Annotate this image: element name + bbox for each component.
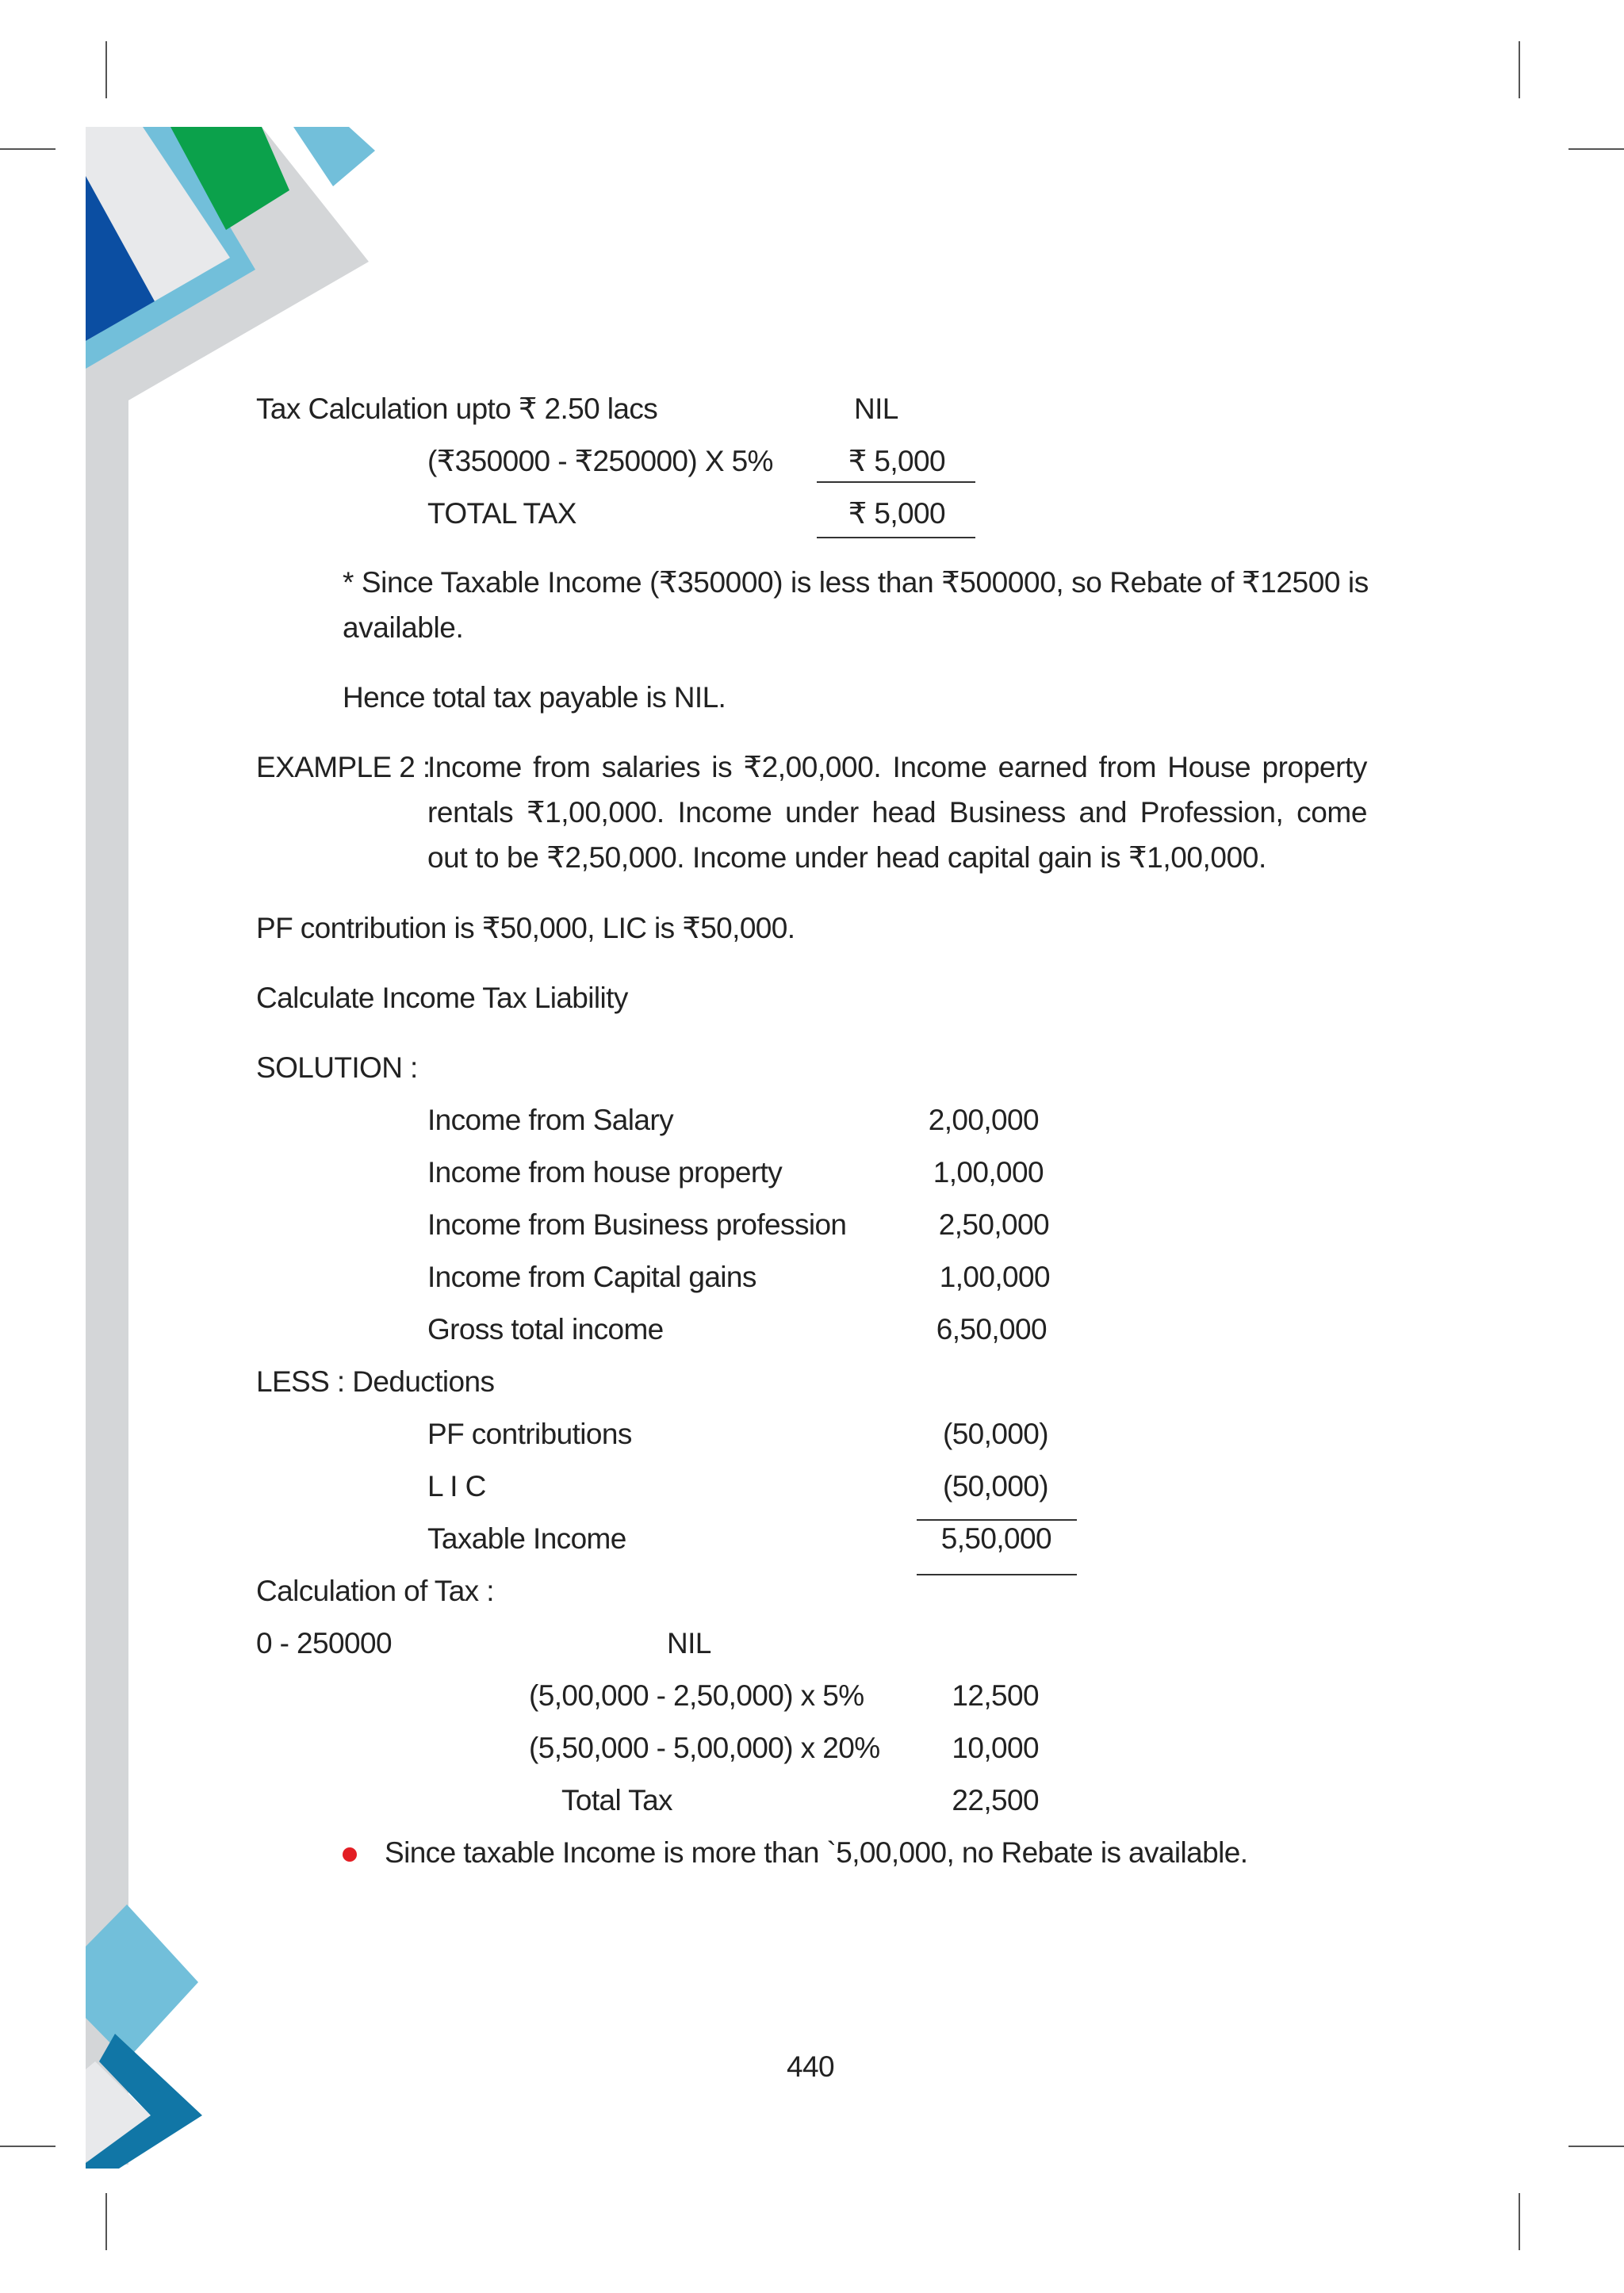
taxable-income-label: Taxable Income <box>427 1522 626 1555</box>
income-row-label: Income from house property <box>427 1156 783 1189</box>
income-row-value: 1,00,000 <box>939 1261 1050 1293</box>
tax-upto-label: Tax Calculation upto ₹ 2.50 lacs <box>256 392 658 425</box>
income-row-value: 1,00,000 <box>933 1156 1044 1189</box>
slab-value: ₹ 5,000 <box>848 445 945 477</box>
deduction-row-value: (50,000) <box>942 1418 1048 1450</box>
slab-row-value: 12,500 <box>952 1679 1039 1712</box>
deduction-row-label: L I C <box>427 1470 486 1503</box>
example-text <box>427 745 1367 880</box>
deduction-row-label: PF contributions <box>427 1418 632 1450</box>
top-light-blue-tip <box>293 127 375 186</box>
total-rule <box>817 537 975 538</box>
total-tax-label: TOTAL TAX <box>427 497 576 530</box>
tax-upto-value: NIL <box>854 392 898 425</box>
pf-text: PF contribution is ₹50,000, LIC is ₹50,000. <box>256 912 795 944</box>
income-row-value: 2,00,000 <box>928 1104 1039 1136</box>
total-tax-value: ₹ 5,000 <box>848 497 945 530</box>
subtotal-rule <box>817 481 975 483</box>
slab-label: (₹350000 - ₹250000) X 5% <box>427 445 773 477</box>
total-tax-row-value: 22,500 <box>952 1784 1039 1816</box>
income-row-value: 2,50,000 <box>938 1208 1049 1241</box>
example-line-1: Income from salaries is ₹2,00,000. Income earned from House property <box>427 751 1367 783</box>
bullet-note: Since taxable Income is more than `5,00,000, no Rebate is available. <box>385 1836 1248 1869</box>
left-grey-strip <box>86 127 128 2165</box>
income-row-label: Income from Business profession <box>427 1208 847 1241</box>
example-label: EXAMPLE 2 : <box>256 751 431 783</box>
less-deductions-label: LESS : Deductions <box>256 1365 495 1398</box>
bullet-dot <box>343 1847 357 1862</box>
slab-row-value: 10,000 <box>952 1732 1039 1764</box>
solution-label: SOLUTION : <box>256 1051 418 1084</box>
taxable-income-top-rule <box>917 1519 1077 1521</box>
example-line-2: rentals ₹1,00,000. Income under head Business and Profession, come <box>427 796 1367 829</box>
slab-zero-value: NIL <box>667 1627 711 1659</box>
slab-zero-range: 0 - 250000 <box>256 1627 392 1659</box>
example-line-3: out to be ₹2,50,000. Income under head capital gain is ₹1,00,000. <box>427 841 1266 874</box>
taxable-income-bottom-rule <box>917 1574 1077 1575</box>
income-row-label: Income from Salary <box>427 1104 673 1136</box>
slab-row-label: (5,00,000 - 2,50,000) x 5% <box>529 1679 864 1712</box>
calculate-text: Calculate Income Tax Liability <box>256 982 628 1014</box>
taxable-income-value: 5,50,000 <box>940 1522 1051 1555</box>
page-number: 440 <box>787 2050 834 2083</box>
gross-total-label: Gross total income <box>427 1313 664 1346</box>
slab-row-label: (5,50,000 - 5,00,000) x 20% <box>529 1732 880 1764</box>
rebate-note-line-1: * Since Taxable Income (₹350000) is less than ₹500000, so Rebate of ₹12500 is <box>343 566 1369 599</box>
income-row-label: Income from Capital gains <box>427 1261 756 1293</box>
hence-text: Hence total tax payable is NIL. <box>343 681 726 714</box>
gross-total-value: 6,50,000 <box>936 1313 1047 1346</box>
rebate-note-line-2: available. <box>343 611 464 644</box>
deduction-row-value: (50,000) <box>942 1470 1048 1503</box>
calculation-of-tax-label: Calculation of Tax : <box>256 1575 494 1607</box>
rebate-note <box>343 560 1367 650</box>
total-tax-row-label: Total Tax <box>561 1784 672 1816</box>
